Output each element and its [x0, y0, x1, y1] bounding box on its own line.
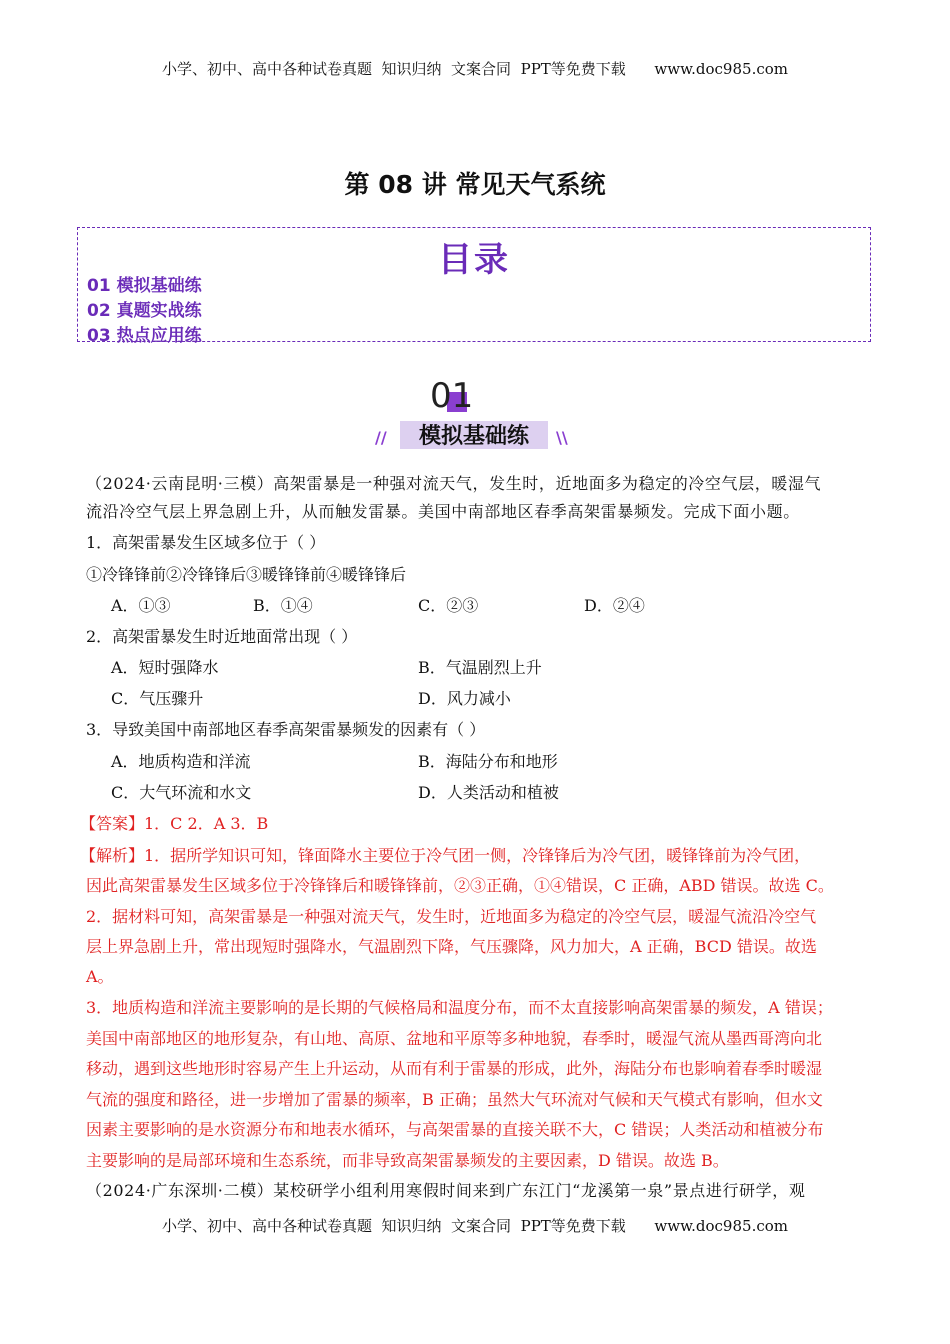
q3-option-b[interactable]: B．海陆分布和地形	[418, 752, 558, 771]
analysis-line-1: 【解析】1．据所学知识可知，锋面降水主要位于冷气团一侧，冷锋锋后为冷气团，暖锋锋前为冷气团，	[80, 846, 811, 865]
analysis-line-4: 层上界急剧上升，常出现短时强降水，气温剧烈下降，气压骤降，风力加大，A 正确，BCD 错误。故选	[86, 937, 817, 956]
analysis-line-10: 因素主要影响的是水资源分布和地表水循环，与高架雷暴的直接关联不大，C 错误；人类活动和植被分布	[86, 1120, 824, 1139]
q3-option-a[interactable]: A．地质构造和洋流	[111, 752, 251, 771]
question-1-items: ①冷锋锋前②冷锋锋后③暖锋锋前④暖锋锋后	[86, 565, 407, 584]
analysis-line-8: 移动，遇到这些地形时容易产生上升运动，从而有利于雷暴的形成，此外，海陆分布也影响着春季时暖湿	[86, 1059, 823, 1078]
toc-heading: 目录	[438, 240, 510, 280]
page-footer: 小学、初中、高中各种试卷真题 知识归纳 文案合同 PPT等免费下载 www.doc985.com	[161, 1217, 788, 1235]
question-2-stem: 2．高架雷暴发生时近地面常出现（ ）	[86, 627, 358, 646]
q3-option-d[interactable]: D．人类活动和植被	[418, 783, 559, 802]
q1-option-b[interactable]: B．①④	[253, 596, 313, 615]
section-title: 模拟基础练	[418, 424, 529, 449]
section-number: 01	[430, 376, 474, 416]
passage-1-line-1: （2024·云南昆明·三模）高架雷暴是一种强对流天气，发生时，近地面多为稳定的冷空气层，暖湿气	[86, 474, 822, 493]
q1-option-c[interactable]: C．②③	[418, 596, 479, 615]
q2-option-b[interactable]: B．气温剧烈上升	[418, 658, 542, 677]
answer-line: 【答案】1．C 2．A 3．B	[80, 814, 269, 833]
toc-item-2[interactable]: 02 真题实战练	[87, 301, 202, 321]
analysis-line-11: 主要影响的是局部环境和生态系统，而非导致高架雷暴频发的主要因素，D 错误。故选 B。	[86, 1151, 729, 1170]
analysis-line-3: 2．据材料可知，高架雷暴是一种强对流天气，发生时，近地面多为稳定的冷空气层，暖湿气流沿冷空气	[86, 907, 817, 926]
table-of-contents	[77, 227, 871, 346]
toc-item-3[interactable]: 03 热点应用练	[87, 326, 202, 346]
analysis-line-2: 因此高架雷暴发生区域多位于冷锋锋后和暖锋锋前，②③正确，①④错误，C 正确，ABD 错误。故选 C。	[86, 876, 834, 895]
analysis-line-6: 3．地质构造和洋流主要影响的是长期的气候格局和温度分布，而不太直接影响高架雷暴的频发，A 错误；	[86, 998, 833, 1017]
analysis-line-7: 美国中南部地区的地形复杂，有山地、高原、盆地和平原等多种地貌，春季时，暖湿气流从墨西哥湾向北	[86, 1029, 823, 1048]
analysis-line-9: 气流的强度和路径，进一步增加了雷暴的频率，B 正确；虽然大气环流对气候和天气模式有影响，但水文	[86, 1090, 823, 1109]
q1-option-a[interactable]: A．①③	[111, 596, 171, 615]
page-title: 第 08 讲 常见天气系统	[344, 170, 606, 199]
passage-1-line-2: 流沿冷空气层上界急剧上升，从而触发雷暴。美国中南部地区春季高架雷暴频发。完成下面小题。	[86, 502, 800, 521]
slash-decoration-left: //	[375, 428, 387, 447]
question-1-stem: 1．高架雷暴发生区域多位于（ ）	[86, 533, 326, 552]
q3-option-c[interactable]: C．大气环流和水文	[111, 783, 252, 802]
question-3-stem: 3．导致美国中南部地区春季高架雷暴频发的因素有（ ）	[86, 720, 486, 739]
q2-option-c[interactable]: C．气压骤升	[111, 689, 204, 708]
toc-item-1[interactable]: 01 模拟基础练	[87, 276, 202, 296]
q2-option-a[interactable]: A．短时强降水	[111, 658, 219, 677]
page-header: 小学、初中、高中各种试卷真题 知识归纳 文案合同 PPT等免费下载 www.doc985.com	[161, 60, 788, 78]
analysis-line-5: A。	[86, 967, 114, 986]
slash-decoration-right: \\	[556, 428, 568, 447]
q1-option-d[interactable]: D．②④	[584, 596, 645, 615]
passage-2-line-1: （2024·广东深圳·二模）某校研学小组利用寒假时间来到广东江门“龙溪第一泉”景点进行研学，观	[86, 1181, 806, 1200]
q2-option-d[interactable]: D．风力减小	[418, 689, 511, 708]
